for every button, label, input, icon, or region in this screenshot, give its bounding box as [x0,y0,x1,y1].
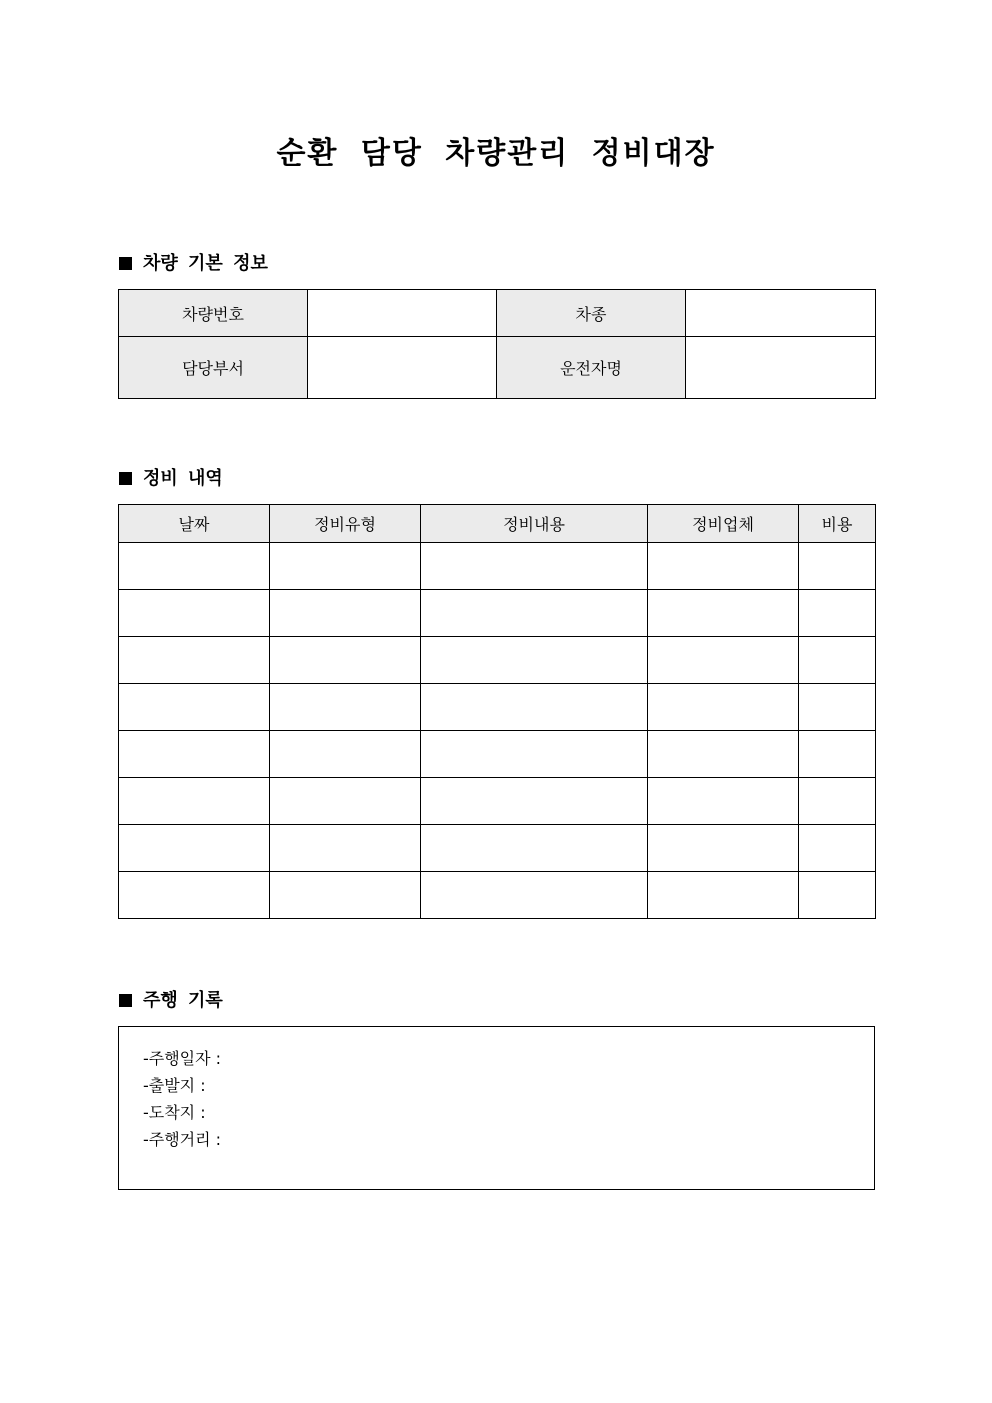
table-cell-content[interactable] [421,637,648,684]
table-cell-content[interactable] [421,778,648,825]
table-cell-content[interactable] [421,684,648,731]
table-cell-date[interactable] [119,590,270,637]
table-cell-type[interactable] [270,778,421,825]
vehicle-info-table [118,289,876,399]
vehicle-type-label: 차종 [497,290,686,337]
table-cell-cost[interactable] [799,543,876,590]
table-cell-date[interactable] [119,543,270,590]
table-cell-type[interactable] [270,872,421,919]
table-row [119,543,876,590]
table-cell-content[interactable] [421,543,648,590]
driving-date-line: -주행일자 : [143,1049,222,1068]
vehicle-type-value[interactable] [686,290,876,337]
maintenance-heading [119,465,223,493]
driving-record-lines [143,1045,221,1153]
page-title: 순환 담당 차량관리 정비대장 [276,136,716,171]
table-row [119,590,876,637]
table-row [119,872,876,919]
table-cell-cost[interactable] [799,637,876,684]
vehicle-number-label: 차량번호 [119,290,308,337]
column-header-date: 날짜 [119,505,270,543]
table-row [119,684,876,731]
department-label: 담당부서 [119,337,308,399]
table-cell-date[interactable] [119,872,270,919]
driving-record-heading [119,987,223,1015]
table-cell-cost[interactable] [799,872,876,919]
table-cell-date[interactable] [119,684,270,731]
distance-line: -주행거리 : [143,1130,222,1149]
table-cell-type[interactable] [270,731,421,778]
table-cell-type[interactable] [270,825,421,872]
table-cell-cost[interactable] [799,731,876,778]
table-cell-date[interactable] [119,731,270,778]
table-cell-vendor[interactable] [648,637,799,684]
table-cell-type[interactable] [270,590,421,637]
table-cell-vendor[interactable] [648,731,799,778]
vehicle-info-heading [119,250,268,278]
table-cell-vendor[interactable] [648,684,799,731]
table-row [119,778,876,825]
table-cell-vendor[interactable] [648,872,799,919]
table-cell-vendor[interactable] [648,590,799,637]
destination-line: -도착지 : [143,1103,206,1122]
driving-record-heading-text: 주행 기록 [143,990,223,1011]
square-bullet-icon [119,994,132,1007]
column-header-vendor: 정비업체 [648,505,799,543]
table-row [119,825,876,872]
table-cell-type[interactable] [270,684,421,731]
driver-name-label: 운전자명 [497,337,686,399]
table-cell-content[interactable] [421,731,648,778]
department-value[interactable] [308,337,497,399]
table-cell-content[interactable] [421,590,648,637]
table-cell-cost[interactable] [799,590,876,637]
maintenance-header-row [119,505,876,543]
table-row [119,637,876,684]
column-header-cost: 비용 [799,505,876,543]
column-header-type: 정비유형 [270,505,421,543]
driving-record-box[interactable] [118,1026,875,1190]
table-cell-type[interactable] [270,543,421,590]
vehicle-number-value[interactable] [308,290,497,337]
driver-name-value[interactable] [686,337,876,399]
maintenance-heading-text: 정비 내역 [143,468,223,489]
table-cell-cost[interactable] [799,684,876,731]
table-cell-date[interactable] [119,637,270,684]
table-cell-content[interactable] [421,825,648,872]
table-cell-date[interactable] [119,825,270,872]
table-cell-content[interactable] [421,872,648,919]
square-bullet-icon [119,472,132,485]
table-cell-vendor[interactable] [648,778,799,825]
vehicle-info-row [119,290,876,337]
table-cell-vendor[interactable] [648,543,799,590]
maintenance-table [118,504,876,919]
vehicle-info-heading-text: 차량 기본 정보 [143,253,268,274]
column-header-content: 정비내용 [421,505,648,543]
table-cell-cost[interactable] [799,778,876,825]
square-bullet-icon [119,257,132,270]
departure-line: -출발지 : [143,1076,206,1095]
table-cell-date[interactable] [119,778,270,825]
vehicle-info-row [119,337,876,399]
table-row [119,731,876,778]
table-cell-vendor[interactable] [648,825,799,872]
table-cell-cost[interactable] [799,825,876,872]
table-cell-type[interactable] [270,637,421,684]
